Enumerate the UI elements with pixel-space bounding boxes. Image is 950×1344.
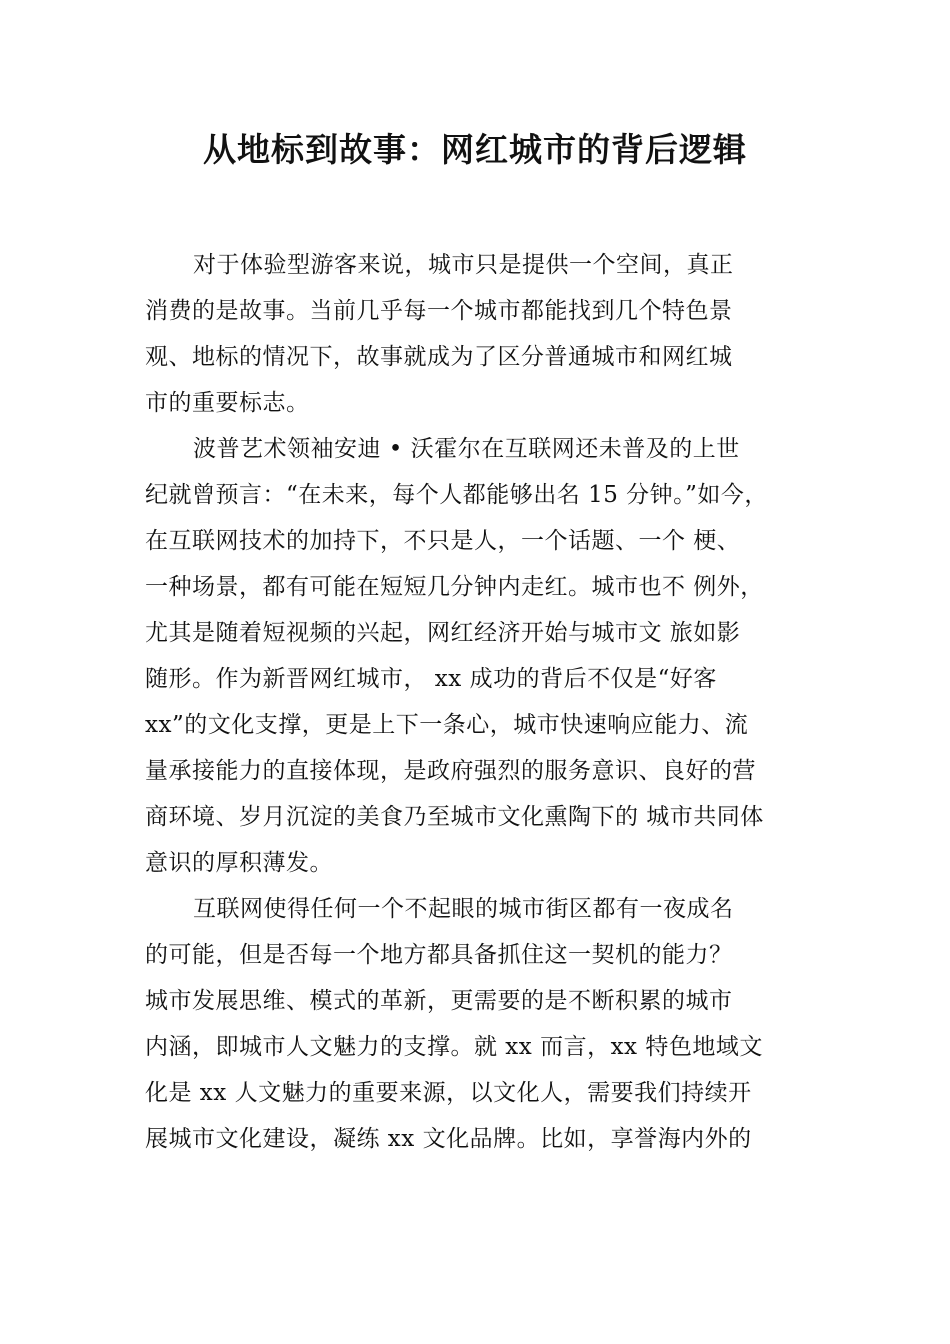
paragraph-2-line-9: 商环境、岁月沉淀的美食乃至城市文化熏陶下的 城市共同体	[145, 804, 764, 830]
paragraph-2-line-2: 纪就曾预言：“在未来，每个人都能够出名 15 分钟。”如今，	[145, 482, 768, 508]
paragraph-2-line-6: 随形。作为新晋网红城市， xx 成功的背后不仅是“好客	[145, 666, 717, 692]
paragraph-1-line-4: 市的重要标志。	[145, 390, 310, 416]
paragraph-1-line-2: 消费的是故事。当前几乎每一个城市都能找到几个特色景	[145, 298, 733, 324]
paragraph-3-line-6: 展城市文化建设，凝练 xx 文化品牌。比如，享誉海内外的	[145, 1126, 752, 1152]
paragraph-2-line-3: 在互联网技术的加持下，不只是人，一个话题、一个 梗、	[145, 528, 741, 554]
paragraph-2-line-7: xx”的文化支撑，更是上下一条心，城市快速响应能力、流	[145, 712, 749, 738]
paragraph-3-line-5: 化是 xx 人文魅力的重要来源，以文化人，需要我们持续开	[145, 1080, 752, 1106]
paragraph-2-line-1: 波普艺术领袖安迪 • 沃霍尔在互联网还未普及的上世	[193, 436, 740, 462]
paragraph-3-line-3: 城市发展思维、模式的革新，更需要的是不断积累的城市	[145, 988, 733, 1014]
paragraph-3-line-1: 互联网使得任何一个不起眼的城市街区都有一夜成名	[193, 896, 734, 922]
paragraph-2-line-5: 尤其是随着短视频的兴起，网红经济开始与城市文 旅如影	[145, 620, 741, 646]
paragraph-2-line-8: 量承接能力的直接体现，是政府强烈的服务意识、良好的营	[145, 758, 756, 784]
paragraph-2-line-10: 意识的厚积薄发。	[145, 850, 333, 876]
paragraph-3-line-4: 内涵，即城市人文魅力的支撑。就 xx 而言，xx 特色地域文	[145, 1034, 763, 1060]
paragraph-1-line-3: 观、地标的情况下，故事就成为了区分普通城市和网红城	[145, 344, 733, 370]
paragraph-1-line-1: 对于体验型游客来说，城市只是提供一个空间，真正	[193, 252, 734, 278]
paragraph-2-line-4: 一种场景，都有可能在短短几分钟内走红。城市也不 例外，	[145, 574, 764, 600]
paragraph-3-line-2: 的可能，但是否每一个地方都具备抓住这一契机的能力？	[145, 942, 733, 968]
document-body	[145, 242, 845, 1162]
document-title: 从地标到故事：网红城市的背后逻辑	[203, 130, 747, 169]
